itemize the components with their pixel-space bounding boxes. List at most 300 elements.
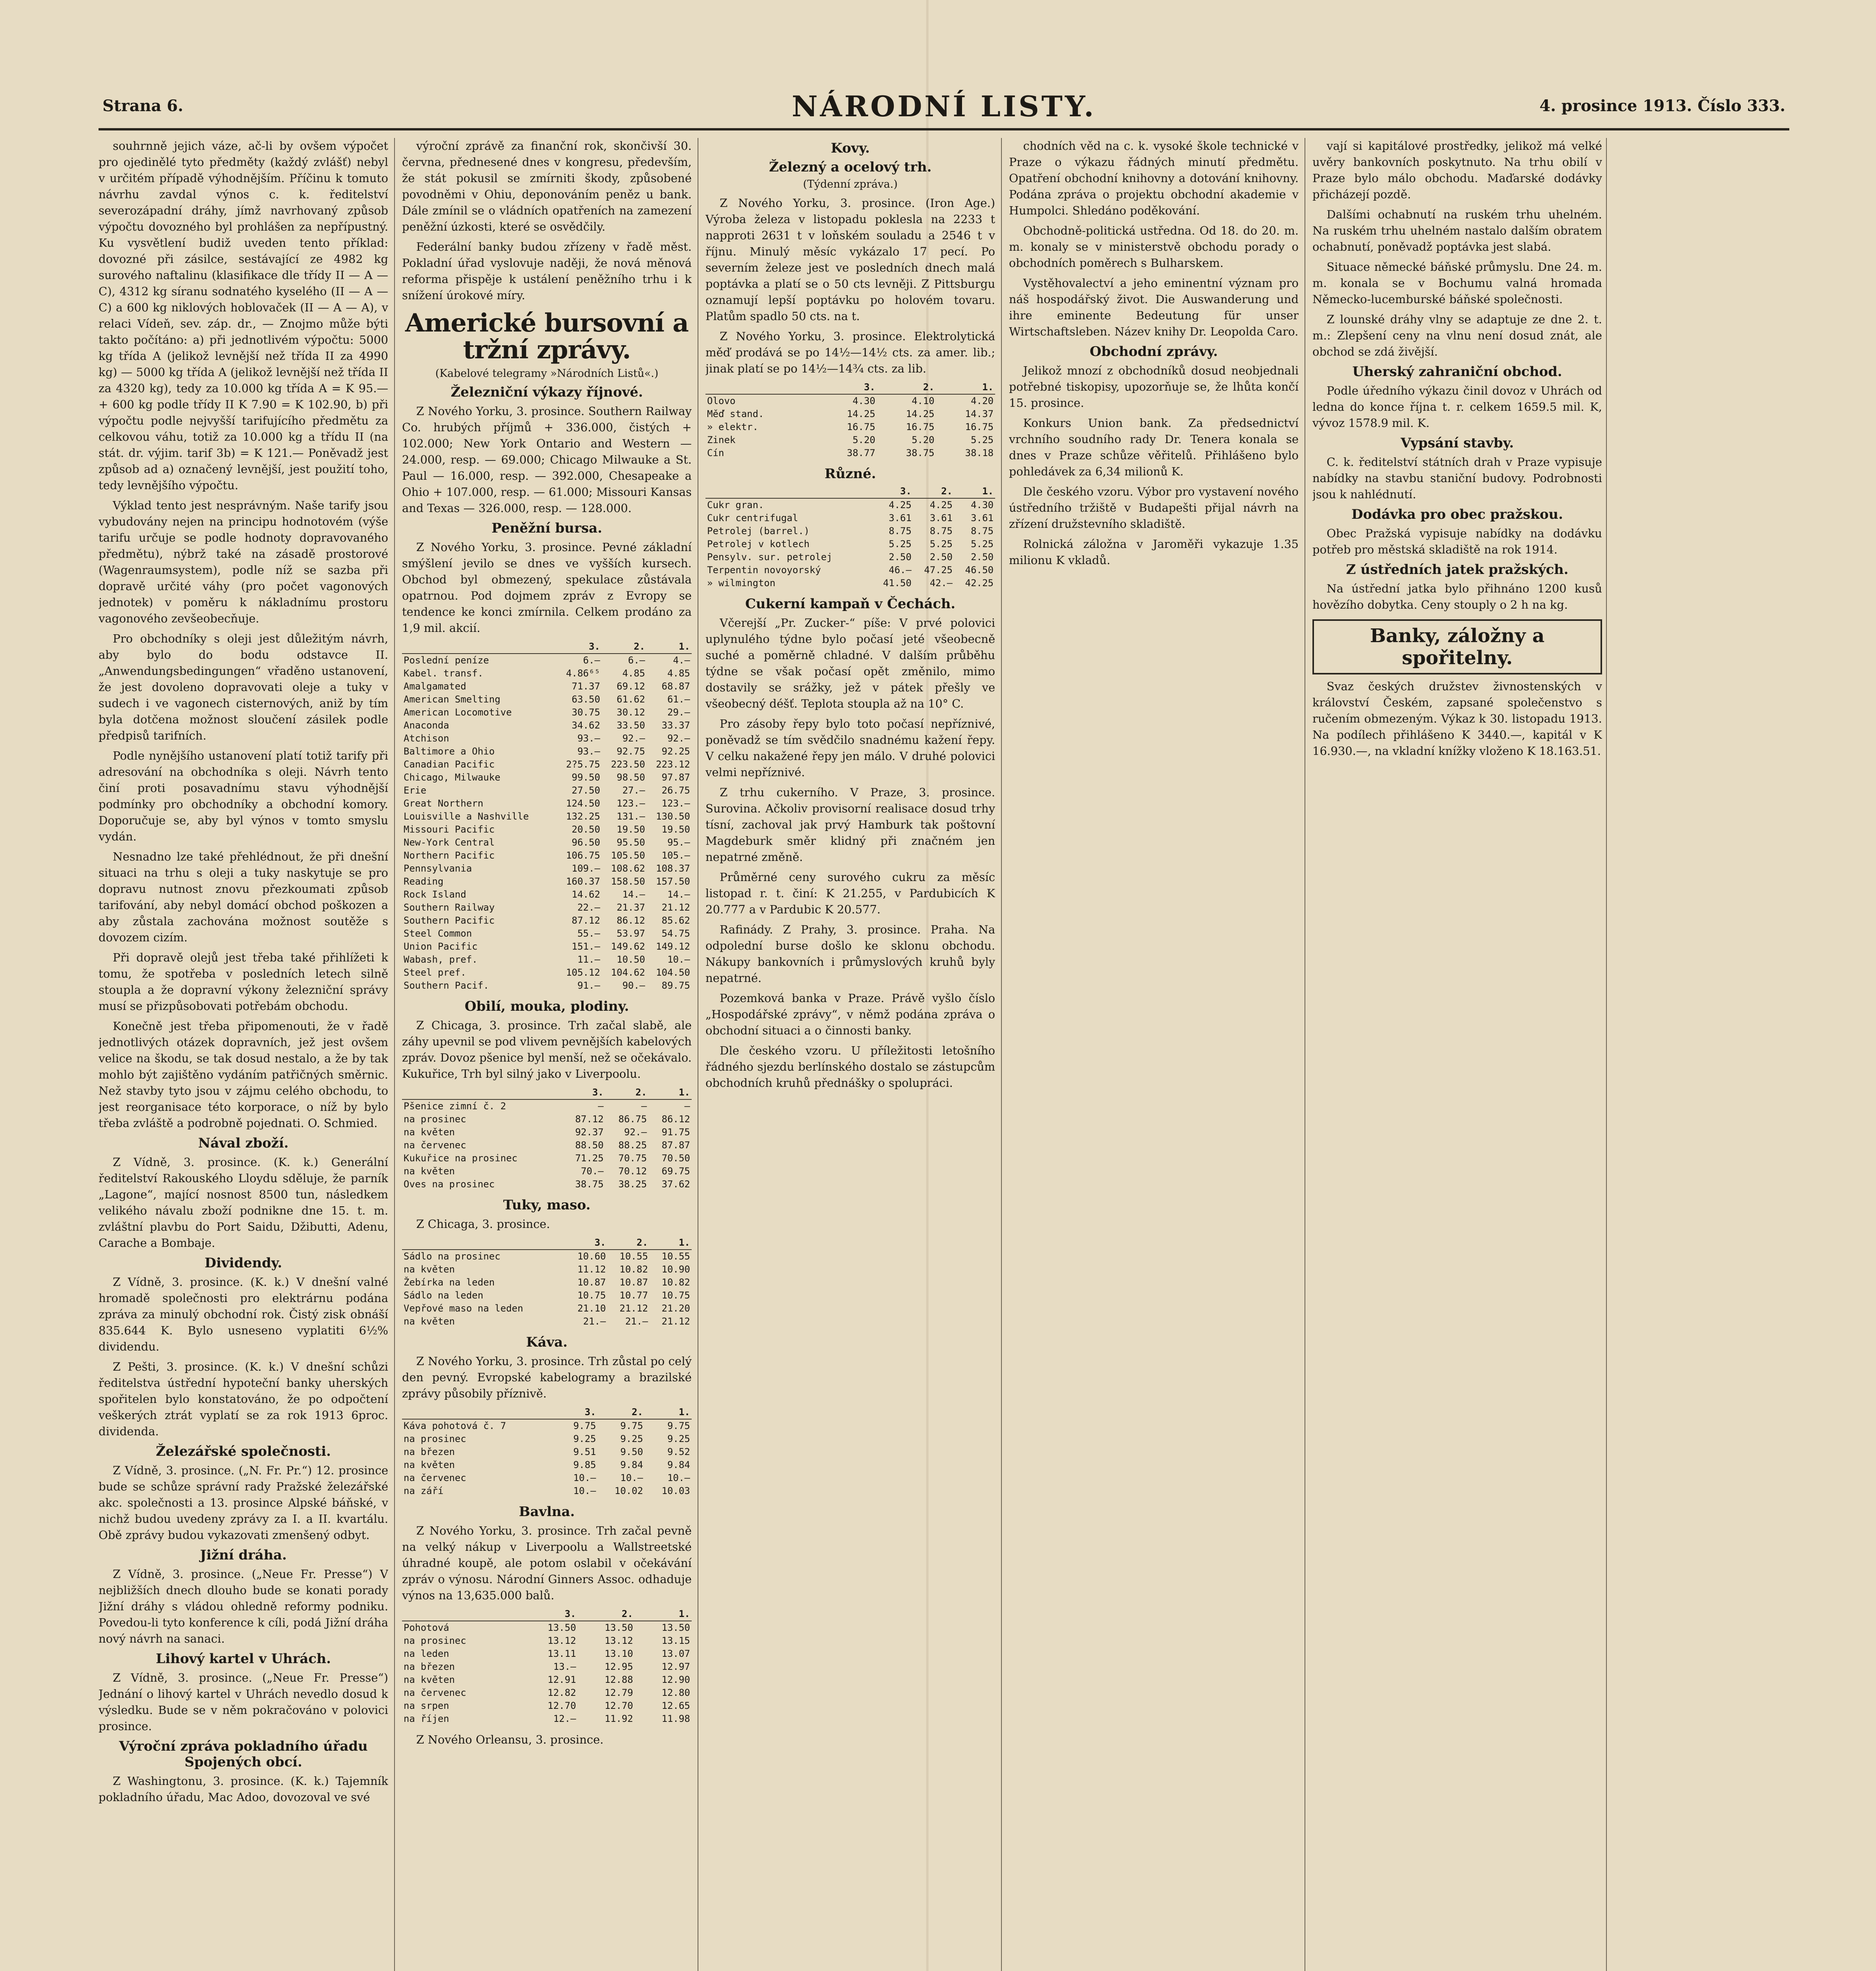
table-cell: 104.62 xyxy=(611,967,645,978)
table-header-cell: 3. xyxy=(872,485,913,498)
table-row xyxy=(705,551,995,564)
table-header-cell: 2. xyxy=(602,640,647,654)
table-row xyxy=(402,1485,692,1498)
table-cell: 55.— xyxy=(577,928,600,939)
table-row xyxy=(402,1419,692,1433)
section-heading: Železářské společnosti. xyxy=(156,1444,331,1459)
table-cell: 2.50 xyxy=(889,551,912,563)
table-cell: 12.90 xyxy=(661,1674,690,1685)
table-header-cell: 2. xyxy=(913,485,954,498)
table-row xyxy=(402,1302,692,1315)
table-cell: 97.87 xyxy=(661,772,690,783)
table-row xyxy=(402,914,692,927)
table-cell: 2?5.75 xyxy=(566,759,600,770)
article-paragraph: Z trhu cukerního. V Praze, 3. prosince. Surovina. Ačkoliv provisorní realisace dosud trhy tísní, zachoval jak prvý Hamburk tak poštovní Magdeburk směr klidný při značném jen nepatrné změně. xyxy=(705,786,995,864)
table-header-row xyxy=(402,1406,692,1419)
table-row xyxy=(402,1712,692,1725)
table-cell: 4.20 xyxy=(971,395,994,406)
row-label: Union Pacific xyxy=(404,941,478,952)
table-cell: 47.25 xyxy=(924,564,953,576)
table-cell: 12.82 xyxy=(547,1687,576,1698)
table-row xyxy=(402,823,692,836)
table-cell: 4.30 xyxy=(971,499,994,510)
coffee-table xyxy=(402,1406,692,1498)
table-header-cell xyxy=(402,1406,559,1419)
table-cell: 16.75 xyxy=(906,421,934,432)
table-cell: 9.84 xyxy=(620,1459,643,1470)
table-cell: 123.— xyxy=(661,798,690,809)
table-header-cell xyxy=(402,640,557,654)
table-cell: 5.25 xyxy=(889,538,912,550)
table-row xyxy=(705,498,995,512)
article-paragraph: Obec Pražská vypisuje nabídky na dodávku potřeb pro městská skladiště na rok 1914. xyxy=(1312,527,1602,556)
section-heading: Uherský zahraniční obchod. xyxy=(1352,364,1562,380)
table-cell: 21.12 xyxy=(661,1316,690,1327)
table-cell: 10.— xyxy=(667,1472,690,1483)
table-header-cell: 1. xyxy=(645,1406,692,1419)
table-row xyxy=(402,1699,692,1712)
table-cell: 131.— xyxy=(616,811,645,822)
section-heading: Kovy. xyxy=(831,140,870,156)
table-cell: 27.50 xyxy=(571,785,600,796)
table-cell: 13.10 xyxy=(605,1648,633,1659)
table-row xyxy=(402,966,692,979)
table-cell: 16.75 xyxy=(847,421,875,432)
table-cell: 4.25 xyxy=(889,499,912,510)
table-cell: 86.75 xyxy=(618,1114,647,1125)
row-label: Canadian Pacific xyxy=(404,759,495,770)
table-cell: 12.88 xyxy=(605,1674,633,1685)
row-label: Steel pref. xyxy=(404,967,466,978)
row-label: na květen xyxy=(404,1166,455,1177)
section-heading: Tuky, maso. xyxy=(503,1197,591,1213)
row-label: Měď stand. xyxy=(707,408,764,419)
row-label: Erie xyxy=(404,785,426,796)
article-paragraph: Vystěhovalectví a jeho eminentní význam pro náš hospodářský život. Die Auswanderung und ihre eminente Bedeutung für unser Wirtschaftsleben. Název knihy Dr. Leopolda Caro. xyxy=(1009,276,1299,338)
table-cell: — xyxy=(598,1101,604,1112)
article-paragraph: Rolnická záložna v Jaroměři vykazuje 1.35 milionu K vkladů. xyxy=(1009,537,1299,567)
article-paragraph: Nesnadno lze také přehlédnout, že při dnešní situaci na trhu s oleji a tuky naskytuje se pro dopravu nutnost znovu přezkoumati způsob tarifování, aby nebyl domácí obchod poškozen a aby zůstala zachována možnost soutěže s dovozem cizím. xyxy=(99,850,388,944)
table-cell: 9.75 xyxy=(667,1420,690,1431)
article-paragraph: Svaz českých družstev živnostenských v království Českém, zapsané společenstvo s ručením obmezeným. Výkaz k 30. listopadu 1913. Na podílech přihlášeno K 3440.—, kapitál v K 16.930.—, na vkladní knížky vloženo K 18.163.51. xyxy=(1312,680,1602,758)
row-label: Pohotová xyxy=(404,1622,449,1633)
table-cell: 106.75 xyxy=(566,850,600,861)
article-paragraph: Dalšími ochabnutí na ruském trhu uhelném. Na ruském trhu uhelném nastalo dalším obratem ochabnutí, poněvadž poptávka jest slabá. xyxy=(1312,208,1602,253)
row-label: Petrolej (barrel.) xyxy=(707,525,810,537)
table-cell: 95.50 xyxy=(616,837,645,848)
table-cell: 70.— xyxy=(581,1166,604,1177)
article-paragraph: výroční zprávě za finanční rok, skončivší 30. června, přednesené dnes v kongresu, především, že stát pokusil se zmírniti škody, způsobené povodněmi v Ohiu, deponováním peněz u bank. Dále zmínil se o vládních opatřeních na zamezení peněžní úzkosti, které se osvědčily. xyxy=(402,139,692,233)
section-heading: Z ústředních jatek pražských. xyxy=(1346,562,1569,578)
row-label: Poslední peníze xyxy=(404,655,489,666)
table-row xyxy=(402,1289,692,1302)
table-header-cell: 2. xyxy=(578,1608,635,1621)
table-row xyxy=(705,564,995,577)
table-cell: 92.25 xyxy=(661,746,690,757)
table-row xyxy=(402,1276,692,1289)
table-header-row xyxy=(402,1608,692,1621)
row-label: Atchison xyxy=(404,733,449,744)
table-cell: 10.82 xyxy=(661,1277,690,1288)
table-cell: 22.— xyxy=(577,902,600,913)
news-item: Z Nového Yorku, 3. prosince. Pevné základní smýšlení jevilo se dnes ve vyšších kursech. Obchod byl obmezený, spekulace zůstávala opatrnou. Pod dojmem zpráv z Evropy se tendence ke konci zmírnila. Celkem prodáno za 1,9 mil. akcií. xyxy=(402,540,692,635)
column-4 xyxy=(1009,138,1299,1971)
table-cell: 11.— xyxy=(577,954,600,965)
table-cell: 10.— xyxy=(667,954,690,965)
section-heading: Vypsání stavby. xyxy=(1400,435,1514,451)
section-banner: Americké bursovní a tržní zprávy. xyxy=(405,308,689,365)
row-label: Kabel. transf. xyxy=(404,668,484,679)
table-cell: 105.— xyxy=(661,850,690,861)
table-cell: 92.— xyxy=(624,1127,647,1138)
table-row xyxy=(402,979,692,992)
table-cell: 61.— xyxy=(667,694,690,705)
table-cell: 92.37 xyxy=(575,1127,604,1138)
table-row xyxy=(402,1263,692,1276)
table-cell: 12.— xyxy=(553,1713,576,1724)
page-number: Strana 6. xyxy=(102,97,184,115)
table-row xyxy=(705,512,995,525)
table-cell: 13.50 xyxy=(547,1622,576,1633)
row-label: New-York Central xyxy=(404,837,495,848)
row-label: Anaconda xyxy=(404,720,449,731)
table-cell: 13.07 xyxy=(661,1648,690,1659)
row-label: na prosinec xyxy=(404,1114,466,1125)
row-label: Baltimore a Ohio xyxy=(404,746,495,757)
table-row xyxy=(402,1250,692,1263)
table-row xyxy=(705,525,995,538)
table-cell: 12.97 xyxy=(661,1661,690,1672)
table-row xyxy=(402,693,692,706)
row-label: na září xyxy=(404,1485,444,1496)
column-2 xyxy=(402,138,692,1971)
table-cell: 9.75 xyxy=(620,1420,643,1431)
article-paragraph: Na ústřední jatka bylo přihnáno 1200 kusů hovězího dobytka. Ceny stouply o 2 h na kg. xyxy=(1312,582,1602,611)
table-row xyxy=(402,667,692,680)
issue-date: 4. prosince 1913. Číslo 333. xyxy=(1539,97,1785,115)
table-cell: 8.75 xyxy=(930,525,953,537)
table-cell: 16.75 xyxy=(965,421,994,432)
table-cell: 91.— xyxy=(577,980,600,991)
table-cell: 9.25 xyxy=(667,1433,690,1444)
table-cell: 70.12 xyxy=(618,1166,647,1177)
table-cell: 8.75 xyxy=(971,525,994,537)
table-cell: 4.86⁶⁵ xyxy=(566,668,600,679)
table-cell: 98.50 xyxy=(616,772,645,783)
article-paragraph: Z Nového Yorku, 3. prosince. Elektrolytická měď prodává se po 14½—14½ cts. za amer. lib.; jinak platí se po 14½—14¾ cts. za lib. xyxy=(705,330,995,375)
article-paragraph: Pozemková banka v Praze. Právě vyšlo číslo „Hospodářské zprávy“, v němž podána zpráva o obchodní situaci a o činnosti banky. xyxy=(705,991,995,1037)
news-item: Z Vídně, 3. prosince. (K. k.) Generální ředitelství Rakouského Lloydu sděluje, že parník „Lagone“, mající nosnost 8500 tun, následkem velikého návalu zboží podnikne dne 15. t. m. zvláštní plavbu do Port Saidu, Džibutti, Adenu, Carache a Bombaje. xyxy=(99,1155,388,1250)
section-heading: Nával zboží. xyxy=(198,1135,289,1151)
table-cell: 13.— xyxy=(553,1661,576,1672)
table-row xyxy=(402,810,692,823)
table-cell: — xyxy=(684,1101,690,1112)
table-cell: 223.50 xyxy=(611,759,645,770)
row-label: na březen xyxy=(404,1446,455,1457)
article-paragraph: Podle nynějšího ustanovení platí totiž tarify při adresování na obchodníka s oleji. Návrh tento činí proti posavadnímu stavu výhodnější podmínky pro obchodníky a obchodní komory. Doporučuje se, aby byl výnos v tomto smyslu vydán. xyxy=(99,749,388,843)
row-label: Vepřové maso na leden xyxy=(404,1303,523,1314)
table-row xyxy=(402,1178,692,1191)
article-paragraph: Obchodně-politická ustředna. Od 18. do 20. m. m. konaly se v ministerstvě obchodu porady o obchodních poměrech s Bulharskem. xyxy=(1009,224,1299,270)
metals-table xyxy=(705,381,995,460)
row-label: Pennsylvania xyxy=(404,863,472,874)
table-row xyxy=(705,394,995,408)
table-header-row xyxy=(705,381,995,394)
table-cell: 5.20 xyxy=(912,434,934,445)
table-cell: 10.— xyxy=(620,1472,643,1483)
table-row xyxy=(402,1459,692,1472)
news-item: Z Nového Yorku, 3. prosince. Southern Railway Co. hrubých příjmů + 336.000, čistých + 102.000; New York Ontario and Western — 24.000, resp. — 69.000; Chicago Milwauke a St. Paul — 16.000, resp. — 392.000, Chesapeake a Ohio + 107.000, resp. — 61.000; Missouri Kansas and Texas — 326.000, resp. — 128.000. xyxy=(402,404,692,515)
table-cell: 12.70 xyxy=(547,1700,576,1711)
table-cell: 38.77 xyxy=(847,447,875,458)
table-cell: 149.62 xyxy=(611,941,645,952)
table-cell: 27.— xyxy=(622,785,645,796)
article-paragraph: Z lounské dráhy vlny se adaptuje ze dne 2. t. m.: Zlepšení ceny na vlnu není dosud znát, ale obchod se zdá živější. xyxy=(1312,313,1602,358)
table-cell: 10.87 xyxy=(619,1277,648,1288)
table-row xyxy=(402,771,692,784)
table-cell: 14.25 xyxy=(847,408,875,419)
stock-quotes-table xyxy=(402,640,692,992)
row-label: na květen xyxy=(404,1459,455,1470)
row-label: na červenec xyxy=(404,1140,466,1151)
table-cell: 38.75 xyxy=(906,447,934,458)
news-item: Z Vídně, 3. prosince. („Neue Fr. Presse“) Jednání o lihový kartel v Uhrách nevedlo dosud k výsledku. Bude se v něm pokračováno v polovici prosince. xyxy=(99,1671,388,1733)
table-cell: 10.55 xyxy=(661,1251,690,1262)
table-row xyxy=(402,1113,692,1126)
table-header-cell: 1. xyxy=(635,1608,692,1621)
table-cell: 41.50 xyxy=(883,578,912,589)
section-heading: Obilí, mouka, plodiny. xyxy=(465,999,629,1014)
table-cell: 13.50 xyxy=(661,1622,690,1633)
news-item: Z Vídně, 3. prosince. (K. k.) V dnešní valné hromadě společnosti pro elektrárnu podána zpráva za minulý obchodní rok. Čistý zisk obnáší 835.644 K. Bylo usneseno vyplatiti 6½% dividendu. xyxy=(99,1275,388,1353)
table-header-cell: 1. xyxy=(954,485,995,498)
table-cell: 87.12 xyxy=(575,1114,604,1125)
article-paragraph: Dle českého vzoru. U příležitosti letošního řádného sjezdu berlínského dostalo se zástupcům obchodních kruhů přednášky o spolupráci. xyxy=(705,1044,995,1090)
row-label: Rock Island xyxy=(404,889,466,900)
table-cell: 68.87 xyxy=(661,681,690,692)
news-item: Z Pešti, 3. prosince. (K. k.) V dnešní schůzi ředitelstva ústřední hypoteční banky uherských spořitelen bylo konstatováno, že po odpočtení veškerých ztrát vyplatí se za rok 1913 6proc. dividenda. xyxy=(99,1360,388,1438)
table-header-cell xyxy=(402,1608,521,1621)
table-row xyxy=(402,1433,692,1446)
table-cell: 9.51 xyxy=(573,1446,596,1457)
row-label: na květen xyxy=(404,1264,455,1275)
table-cell: 21.37 xyxy=(616,902,645,913)
section-heading: Obchodní zprávy. xyxy=(1089,344,1218,360)
row-label: na červenec xyxy=(404,1687,466,1698)
table-row xyxy=(402,901,692,914)
row-label: American Locomotive xyxy=(404,707,512,718)
table-cell: 93.— xyxy=(577,746,600,757)
table-cell: 46.— xyxy=(889,564,912,576)
row-label: Chicago, Milwauke xyxy=(404,772,501,783)
table-cell: 90.— xyxy=(622,980,645,991)
section-heading: Různé. xyxy=(824,466,876,482)
table-row xyxy=(402,940,692,953)
table-row xyxy=(402,706,692,719)
table-row xyxy=(705,577,995,590)
table-cell: 109.— xyxy=(571,863,600,874)
section-heading: Peněžní bursa. xyxy=(491,520,602,536)
table-cell: 92.— xyxy=(622,733,645,744)
table-header-cell: 3. xyxy=(559,1406,598,1419)
table-header-cell: 1. xyxy=(647,640,692,654)
table-cell: 42.25 xyxy=(965,578,994,589)
table-cell: — xyxy=(641,1101,647,1112)
table-cell: 5.25 xyxy=(930,538,953,550)
table-row xyxy=(402,1099,692,1113)
table-row xyxy=(402,1621,692,1634)
section-heading: Káva. xyxy=(526,1334,568,1350)
row-label: Louisville a Nashville xyxy=(404,811,529,822)
table-cell: 69.12 xyxy=(616,681,645,692)
row-label: Southern Railway xyxy=(404,902,495,913)
row-label: na prosinec xyxy=(404,1635,466,1646)
table-cell: 223.12 xyxy=(656,759,690,770)
article-paragraph: Z Nového Yorku, 3. prosince. (Iron Age.) Výroba železa v listopadu poklesla na 2233 t napproti 2631 t v loňském souladu a 2546 t v říjnu. Minulý měsíc vykázalo 17 pecí. Po severním železe jest ve posledních dnech malá poptávka a platí se o 50 cts levněji. Z Pittsburgu oznamují lepší poptávku po holovém tovaru. Platům spadlo 50 cts. na t. xyxy=(705,196,995,323)
table-cell: 10.75 xyxy=(577,1290,606,1301)
table-cell: 123.— xyxy=(616,798,645,809)
table-row xyxy=(402,1139,692,1152)
row-label: Oves na prosinec xyxy=(404,1179,495,1190)
table-cell: 11.12 xyxy=(577,1264,606,1275)
table-cell: 33.37 xyxy=(661,720,690,731)
table-cell: 10.55 xyxy=(619,1251,648,1262)
row-label: Missouri Pacific xyxy=(404,824,495,835)
table-cell: 9.85 xyxy=(573,1459,596,1470)
table-cell: 12.65 xyxy=(661,1700,690,1711)
table-row xyxy=(402,1315,692,1328)
table-row xyxy=(402,888,692,901)
table-header-cell: 2. xyxy=(597,1406,644,1419)
row-label: na květen xyxy=(404,1674,455,1685)
table-cell: 19.50 xyxy=(661,824,690,835)
row-label: na leden xyxy=(404,1648,449,1659)
table-cell: 38.25 xyxy=(618,1179,647,1190)
table-header-row xyxy=(705,485,995,498)
table-cell: 21.— xyxy=(625,1316,648,1327)
article-paragraph: Rafinády. Z Prahy, 3. prosince. Praha. Na odpolední burse došlo ke sklonu obchodu. Nákupy bankovních i průmyslových kruhů byly nepatrné. xyxy=(705,923,995,985)
row-label: Žebírka na leden xyxy=(404,1277,495,1288)
row-label: American Smelting xyxy=(404,694,501,705)
row-label: Káva pohotová č. 7 xyxy=(404,1420,506,1431)
table-cell: 11.92 xyxy=(605,1713,633,1724)
article-paragraph: Jelikož mnozí z obchodníků dosud neobjednali potřebné tiskopisy, upozorňuje se, že lhůta končí 15. prosince. xyxy=(1009,364,1299,410)
section-heading: Železný a ocelový trh. xyxy=(769,159,932,175)
table-cell: 70.75 xyxy=(618,1153,647,1164)
table-cell: 10.77 xyxy=(619,1290,648,1301)
table-cell: 132.25 xyxy=(566,811,600,822)
table-cell: 4.85 xyxy=(622,668,645,679)
column-3 xyxy=(705,138,995,1971)
table-cell: 10.82 xyxy=(619,1264,648,1275)
row-label: Zinek xyxy=(707,434,736,445)
section-heading: Bavlna. xyxy=(519,1504,575,1520)
table-cell: 2.50 xyxy=(930,551,953,563)
table-header-cell: 3. xyxy=(562,1086,605,1099)
section-subtitle: (Kabelové telegramy »Národních Listů«.) xyxy=(435,367,659,380)
table-cell: 86.12 xyxy=(616,915,645,926)
table-row xyxy=(402,784,692,797)
table-cell: 8.75 xyxy=(889,525,912,537)
table-row xyxy=(402,849,692,862)
article-paragraph: Průměrné ceny surového cukru za měsíc listopad r. t. činí: K 21.255, v Pardubicích K 20.777 a v Pardubic K 20.577. xyxy=(705,870,995,916)
grain-table xyxy=(402,1086,692,1191)
row-label: Cukr centrifugal xyxy=(707,512,798,523)
table-cell: 2.50 xyxy=(971,551,994,563)
row-label: Cín xyxy=(707,447,724,458)
table-row xyxy=(402,745,692,758)
article-paragraph: Pro zásoby řepy bylo toto počasí nepříznivé, poněvadž se tím svědčilo snadnému kažení řepy. V celku nakažené řepy jen málo. V druhé polovici velmi nepříznivé. xyxy=(705,717,995,779)
table-cell: 9.25 xyxy=(573,1433,596,1444)
table-cell: 12.79 xyxy=(605,1687,633,1698)
table-cell: 86.12 xyxy=(661,1114,690,1125)
table-header-cell: 2. xyxy=(605,1086,649,1099)
table-cell: 14.— xyxy=(667,889,690,900)
row-label: na květen xyxy=(404,1127,455,1138)
table-cell: 157.50 xyxy=(656,876,690,887)
news-item: Z Chicaga, 3. prosince. Trh začal slabě, ale záhy upevnil se pod vlivem pevnějších kabelových zpráv. Dovoz pšenice byl menší, než se očekávalo. Kukuřice, Trh byl silný jako v Liverpoolu. xyxy=(402,1019,692,1081)
misc-commodities-table xyxy=(705,485,995,590)
row-label: Amalgamated xyxy=(404,681,466,692)
table-cell: 99.50 xyxy=(571,772,600,783)
table-cell: 13.15 xyxy=(661,1635,690,1646)
news-item: Z Chicaga, 3. prosince. xyxy=(416,1217,550,1231)
newspaper-title: NÁRODNÍ LISTY. xyxy=(791,89,1096,123)
table-header-row xyxy=(402,640,692,654)
news-item: Z Vídně, 3. prosince. („Neue Fr. Presse“) V nejbližších dnech dlouho bude se konati porady Jižní dráhy s vládou ohledně reformy podniku. Povedou-li tyto konference k cíli, podá Jižní dráha nový návrh na sanaci. xyxy=(99,1567,388,1645)
article-paragraph: vají si kapitálové prostředky, jelikož má velké uvěry bankovních poskytnuto. Na trhu obilí v Praze bylo málo obchodu. Maďarské dodávky přicházejí pozdě. xyxy=(1312,139,1602,201)
table-cell: 10.— xyxy=(573,1485,596,1496)
table-row xyxy=(402,1126,692,1139)
article-paragraph: souhrnně jejich váze, ač-li by ovšem výpočet pro ojedinělé tyto předměty (každý zvlášť) nebyl v určitém případě výhodnějším. Příčinu k tomuto návrhu zavdal výnos c. k. ředitelství severozápadní dráhy, jímž navrhovaný způsob výpočtu dovozného byl prohlášen za nepřípustný. Ku vysvětlení budiž uveden tento příklad: dovozné při zásilce, sestávající ze 4982 kg surového naftalinu (klasifikace dle třídy II — A — C), 4312 kg síranu sodnatého kyselého (II — A — C) a 600 kg niklových hoblovaček (II — A — A), v relaci Vídeň, sev. záp. dr., — Znojmo může býti takto počítáno: a) při jednotlivém výpočtu: 5000 kg třída A (jelikož levnější než třída II za 4990 kg) — 5000 kg třída A (jelikož levnější než třída II za 4320 kg), tedy za 10.000 kg třída A = K 95.— + 600 kg podle třídy II K 7.90 = K 102.90, b) při výpočtu podle nejvyšší tarifujícího předmětu za celkovou váhu, totiž za 10.000 kg a třídu II (na stát. dr. výjim. tarif 3b) = K 121.— Poněvadž jest způsob ad a) označený levnější, jest použití toho, tedy levnějšího výpočtu. xyxy=(99,139,388,492)
row-label: Terpentin novoyorský xyxy=(707,564,821,576)
article-paragraph: Dle českého vzoru. Výbor pro vystavení nového ústředního tržiště v Budapešti přijal návrh na zřízení družstevního skladiště. xyxy=(1009,485,1299,531)
table-row xyxy=(402,1660,692,1673)
table-cell: 61.62 xyxy=(616,694,645,705)
table-header-cell: 1. xyxy=(648,1086,692,1099)
table-cell: 105.50 xyxy=(611,850,645,861)
table-cell: 26.75 xyxy=(661,785,690,796)
table-row xyxy=(402,927,692,940)
article-paragraph: Včerejší „Pr. Zucker-“ píše: V prvé polovici uplynulého týdne bylo počasí jeté všeobecně suché a poměrně chladné. V dalším průběhu týdne se však počasí opět změnilo, mimo dostavily se srážky, jež v pátek přešly ve všeobecný déšť. Teplota stoupla až na 10° C. xyxy=(705,616,995,710)
row-label: Petrolej v kotlech xyxy=(707,538,810,550)
table-row xyxy=(402,732,692,745)
table-cell: 10.02 xyxy=(614,1485,643,1496)
article-paragraph: Výklad tento jest nesprávným. Naše tarify jsou vybudovány nejen na principu hodnotovém (výše tarifu určuje se podle hodnoty dopravovaného předmětu), nýbrž také na zásadě prostorové (Wagenraumsystem), podle níž se sazba při dopravě určité váhy (pro počet vagonových jednotek) v poměru k nákladnímu prostoru vagonového zevšeobecňuje. xyxy=(99,499,388,625)
table-cell: 4.25 xyxy=(930,499,953,510)
table-cell: 3.61 xyxy=(971,512,994,523)
masthead xyxy=(102,89,1785,124)
table-cell: 93.— xyxy=(577,733,600,744)
table-cell: 38.75 xyxy=(575,1179,604,1190)
table-cell: 54.75 xyxy=(661,928,690,939)
table-cell: 9.75 xyxy=(573,1420,596,1431)
table-row xyxy=(402,953,692,966)
table-cell: 87.12 xyxy=(571,915,600,926)
table-cell: 29.— xyxy=(667,707,690,718)
table-cell: 12.70 xyxy=(605,1700,633,1711)
table-cell: 4.10 xyxy=(912,395,934,406)
article-paragraph: Konkurs Union bank. Za předsednictví vrchního soudního rady Dr. Tenera konala se dnes v Praze schůze věřitelů. Přihlášeno bylo pohledávek za 6,34 milionů K. xyxy=(1009,416,1299,478)
table-cell: 92.75 xyxy=(616,746,645,757)
column-divider xyxy=(394,138,395,1971)
table-cell: 12.91 xyxy=(547,1674,576,1685)
table-row xyxy=(402,1686,692,1699)
article-paragraph: C. k. ředitelství státních drah v Praze vypisuje nabídky na stavbu staniční budovy. Podrobnosti jsou k nahlédnutí. xyxy=(1312,455,1602,501)
table-cell: 14.— xyxy=(622,889,645,900)
table-cell: 4.30 xyxy=(852,395,875,406)
news-item: Z Nového Yorku, 3. prosince. Trh začal pevně na velký nákup v Liverpoolu a Wallstreetské úhradné koupě, ale potom oslabil v očekávání zpráv o výnosu. Národní Ginners Assoc. odhaduje výnos na 13,635.000 balů. xyxy=(402,1524,692,1602)
